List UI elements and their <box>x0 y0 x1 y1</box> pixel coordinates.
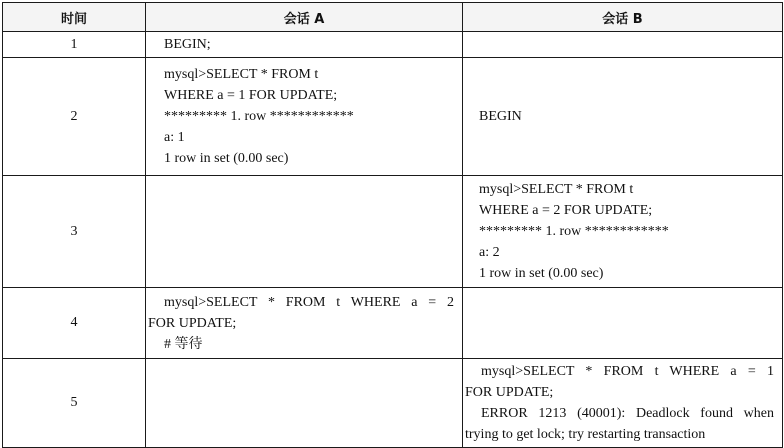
code-line: 1 row in set (0.00 sec) <box>164 151 289 166</box>
table-row <box>3 288 783 359</box>
session-a-cell <box>146 359 463 448</box>
table-row <box>3 32 783 58</box>
session-b-cell <box>463 176 783 288</box>
header-session-b: 会话 B <box>463 3 783 32</box>
code-line: ********* 1. row ************ <box>479 224 669 239</box>
code-line: 1 row in set (0.00 sec) <box>479 266 604 281</box>
time-cell: 1 <box>3 32 146 58</box>
error-line: ERROR 1213 (40001): Deadlock found when <box>481 406 774 421</box>
code-line: mysql>SELECT * FROM t <box>479 182 634 197</box>
header-time: 时间 <box>3 3 146 32</box>
table-row <box>3 58 783 176</box>
code-line: a: 1 <box>164 130 185 145</box>
code-line: BEGIN; <box>164 37 211 52</box>
time-cell: 5 <box>3 359 146 448</box>
session-a-cell <box>146 176 463 288</box>
code-line: WHERE a = 1 FOR UPDATE; <box>164 88 338 103</box>
session-a-cell <box>146 32 463 58</box>
session-lock-table <box>2 2 783 448</box>
table-header-row <box>3 3 783 32</box>
code-line: ********* 1. row ************ <box>164 109 354 124</box>
code-line: mysql>SELECT * FROM t WHERE a = 2 <box>164 294 454 310</box>
document-page <box>2 2 782 448</box>
error-line: trying to get lock; try restarting transaction <box>465 427 706 442</box>
code-line: mysql>SELECT * FROM t WHERE a = 1 <box>481 364 774 379</box>
code-line: FOR UPDATE; <box>465 385 554 400</box>
session-b-cell <box>463 58 783 176</box>
time-cell: 2 <box>3 58 146 176</box>
time-cell: 4 <box>3 288 146 359</box>
header-session-a: 会话 A <box>146 3 463 32</box>
table-row <box>3 176 783 288</box>
session-a-cell <box>146 288 463 359</box>
code-line: BEGIN <box>479 109 522 124</box>
session-b-cell <box>463 288 783 359</box>
time-cell: 3 <box>3 176 146 288</box>
code-line: mysql>SELECT * FROM t <box>164 67 319 82</box>
session-b-cell <box>463 359 783 448</box>
code-line: WHERE a = 2 FOR UPDATE; <box>479 203 653 218</box>
session-b-cell <box>463 32 783 58</box>
code-line: a: 2 <box>479 245 500 260</box>
table-row <box>3 359 783 448</box>
code-line: FOR UPDATE; <box>148 315 237 331</box>
comment-line: # 等待 <box>164 336 203 352</box>
session-a-cell <box>146 58 463 176</box>
